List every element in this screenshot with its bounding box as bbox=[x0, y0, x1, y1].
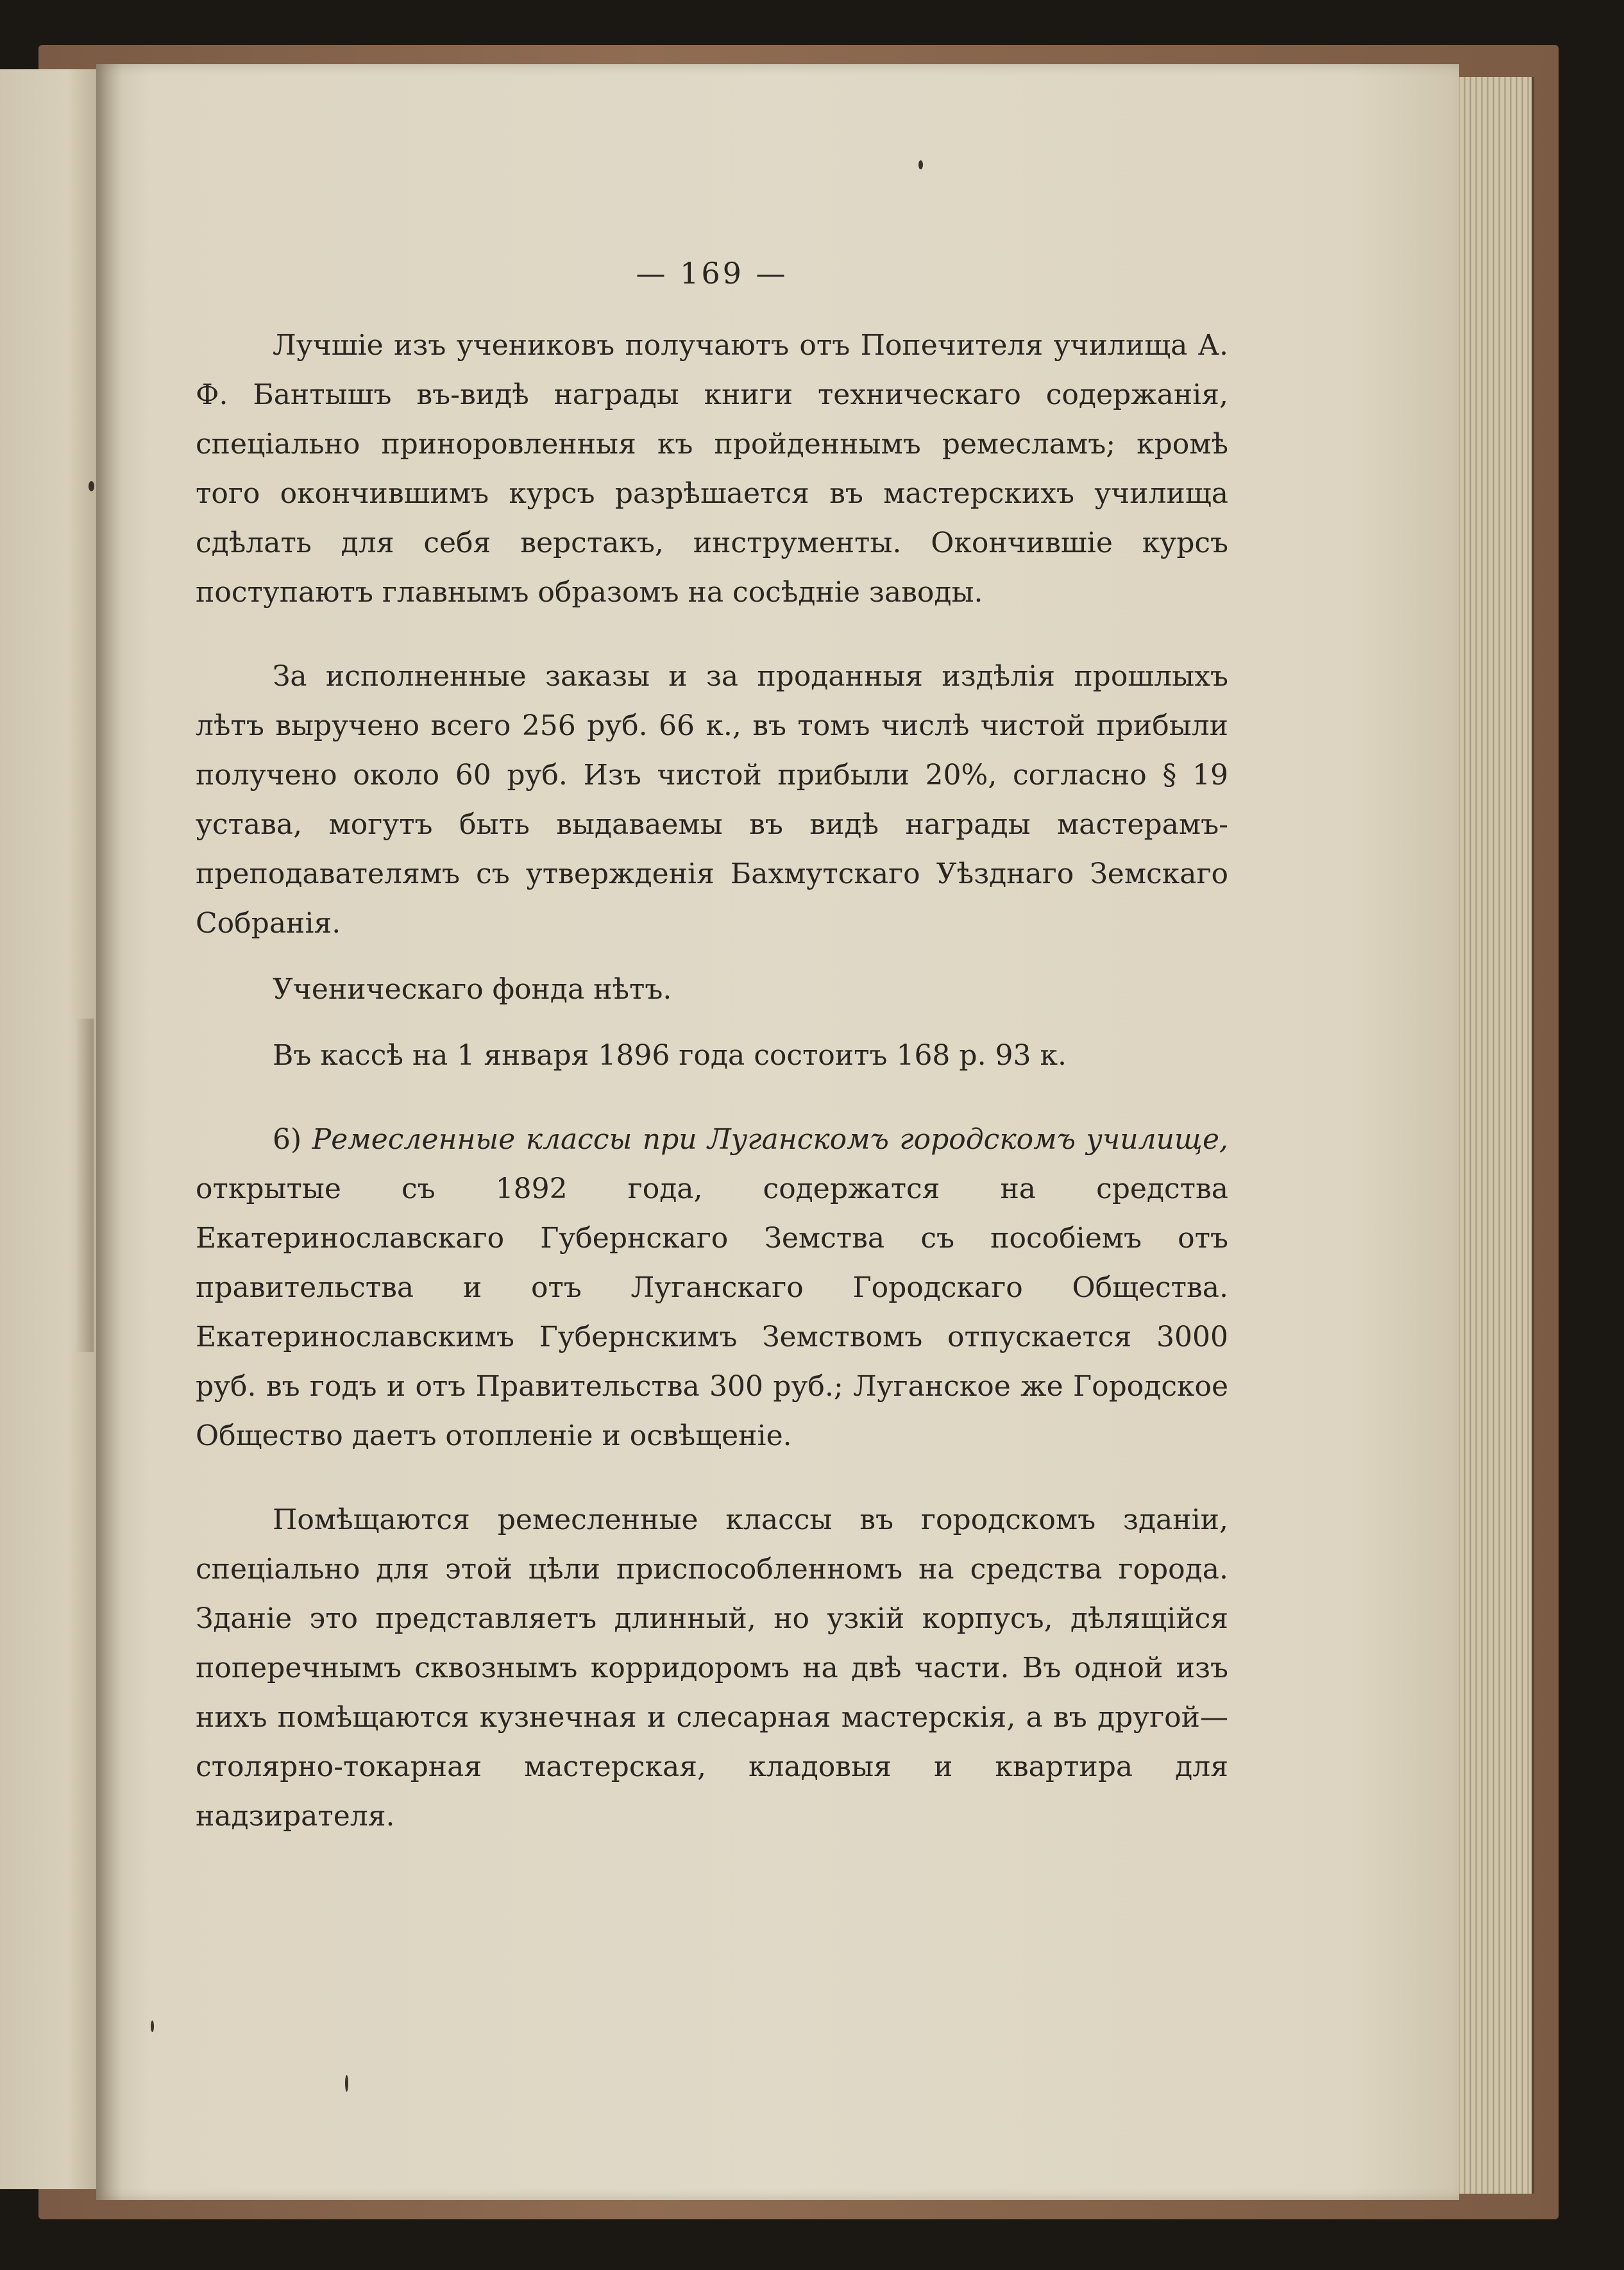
paragraph-body: открытые съ 1892 года, содержатся на средства Екатеринославскаго Губернскаго Земства съ пособіемъ отъ правительства и отъ Луганскаго Городскаго Общества. Екатеринославскимъ Губернскимъ Земствомъ отпускается 3000 руб. въ годъ и отъ Правительства 300 руб.; Луганское же Городское Общество даетъ отопленіе и освѣщеніе. bbox=[196, 1173, 1228, 1452]
page-text-block bbox=[196, 244, 1228, 1841]
paragraph-revenue: За исполненные заказы и за проданныя издѣлія прошлыхъ лѣтъ выручено всего 256 руб. 66 к., въ томъ числѣ чистой прибыли получено около 60 руб. Изъ чистой прибыли 20%, согласно § 19 устава, могутъ быть выдаваемы въ видѣ награды мастерамъ-преподавателямъ съ утвержденія Бахмутскаго Уѣзднаго Земскаго Собранія. bbox=[196, 660, 1228, 940]
left-page-crease bbox=[76, 1019, 94, 1352]
ink-speck bbox=[918, 160, 923, 169]
ink-speck bbox=[89, 481, 94, 491]
paragraph-student-fund: Ученическаго фонда нѣтъ. bbox=[273, 973, 672, 1006]
page-number: — 169 — bbox=[636, 256, 788, 291]
paragraph-cash: Въ кассѣ на 1 января 1896 года состоитъ 168 р. 93 к. bbox=[273, 1039, 1067, 1072]
ink-speck bbox=[345, 2075, 348, 2092]
paragraph-building: Помѣщаются ремесленные классы въ городскомъ зданіи, спеціально для этой цѣли приспособленномъ на средства города. Зданіе это представляетъ длинный, но узкій корпусъ, дѣлящійся поперечнымъ сквознымъ корридоромъ на двѣ части. Въ одной изъ нихъ помѣщаются кузнечная и слесарная мастерскія, а въ другой—столярно-токарная мастерская, кладовыя и квартира для надзирателя. bbox=[196, 1503, 1228, 1833]
left-page-edge bbox=[0, 69, 96, 2189]
gutter-shadow bbox=[96, 64, 122, 2200]
item-number: 6) bbox=[273, 1123, 312, 1156]
ink-speck bbox=[151, 2020, 154, 2032]
page-edges-stack bbox=[1455, 77, 1534, 2194]
paragraph-prizes: Лучшіе изъ учениковъ получаютъ отъ Попечителя училища А. Ф. Бантышъ въ-видѣ награды книги техническаго содержанія, спеціально приноровленныя къ пройденнымъ ремесламъ; кромѣ того окончившимъ курсъ разрѣшается въ мастерскихъ училища сдѣлать для себя верстакъ, инструменты. Окончившіе курсъ поступаютъ главнымъ образомъ на сосѣдніе заводы. bbox=[196, 329, 1228, 609]
italic-heading: Ремесленные классы при Луганскомъ городскомъ училище, bbox=[312, 1123, 1228, 1156]
paragraph-lugansk-classes bbox=[196, 1115, 1228, 1461]
